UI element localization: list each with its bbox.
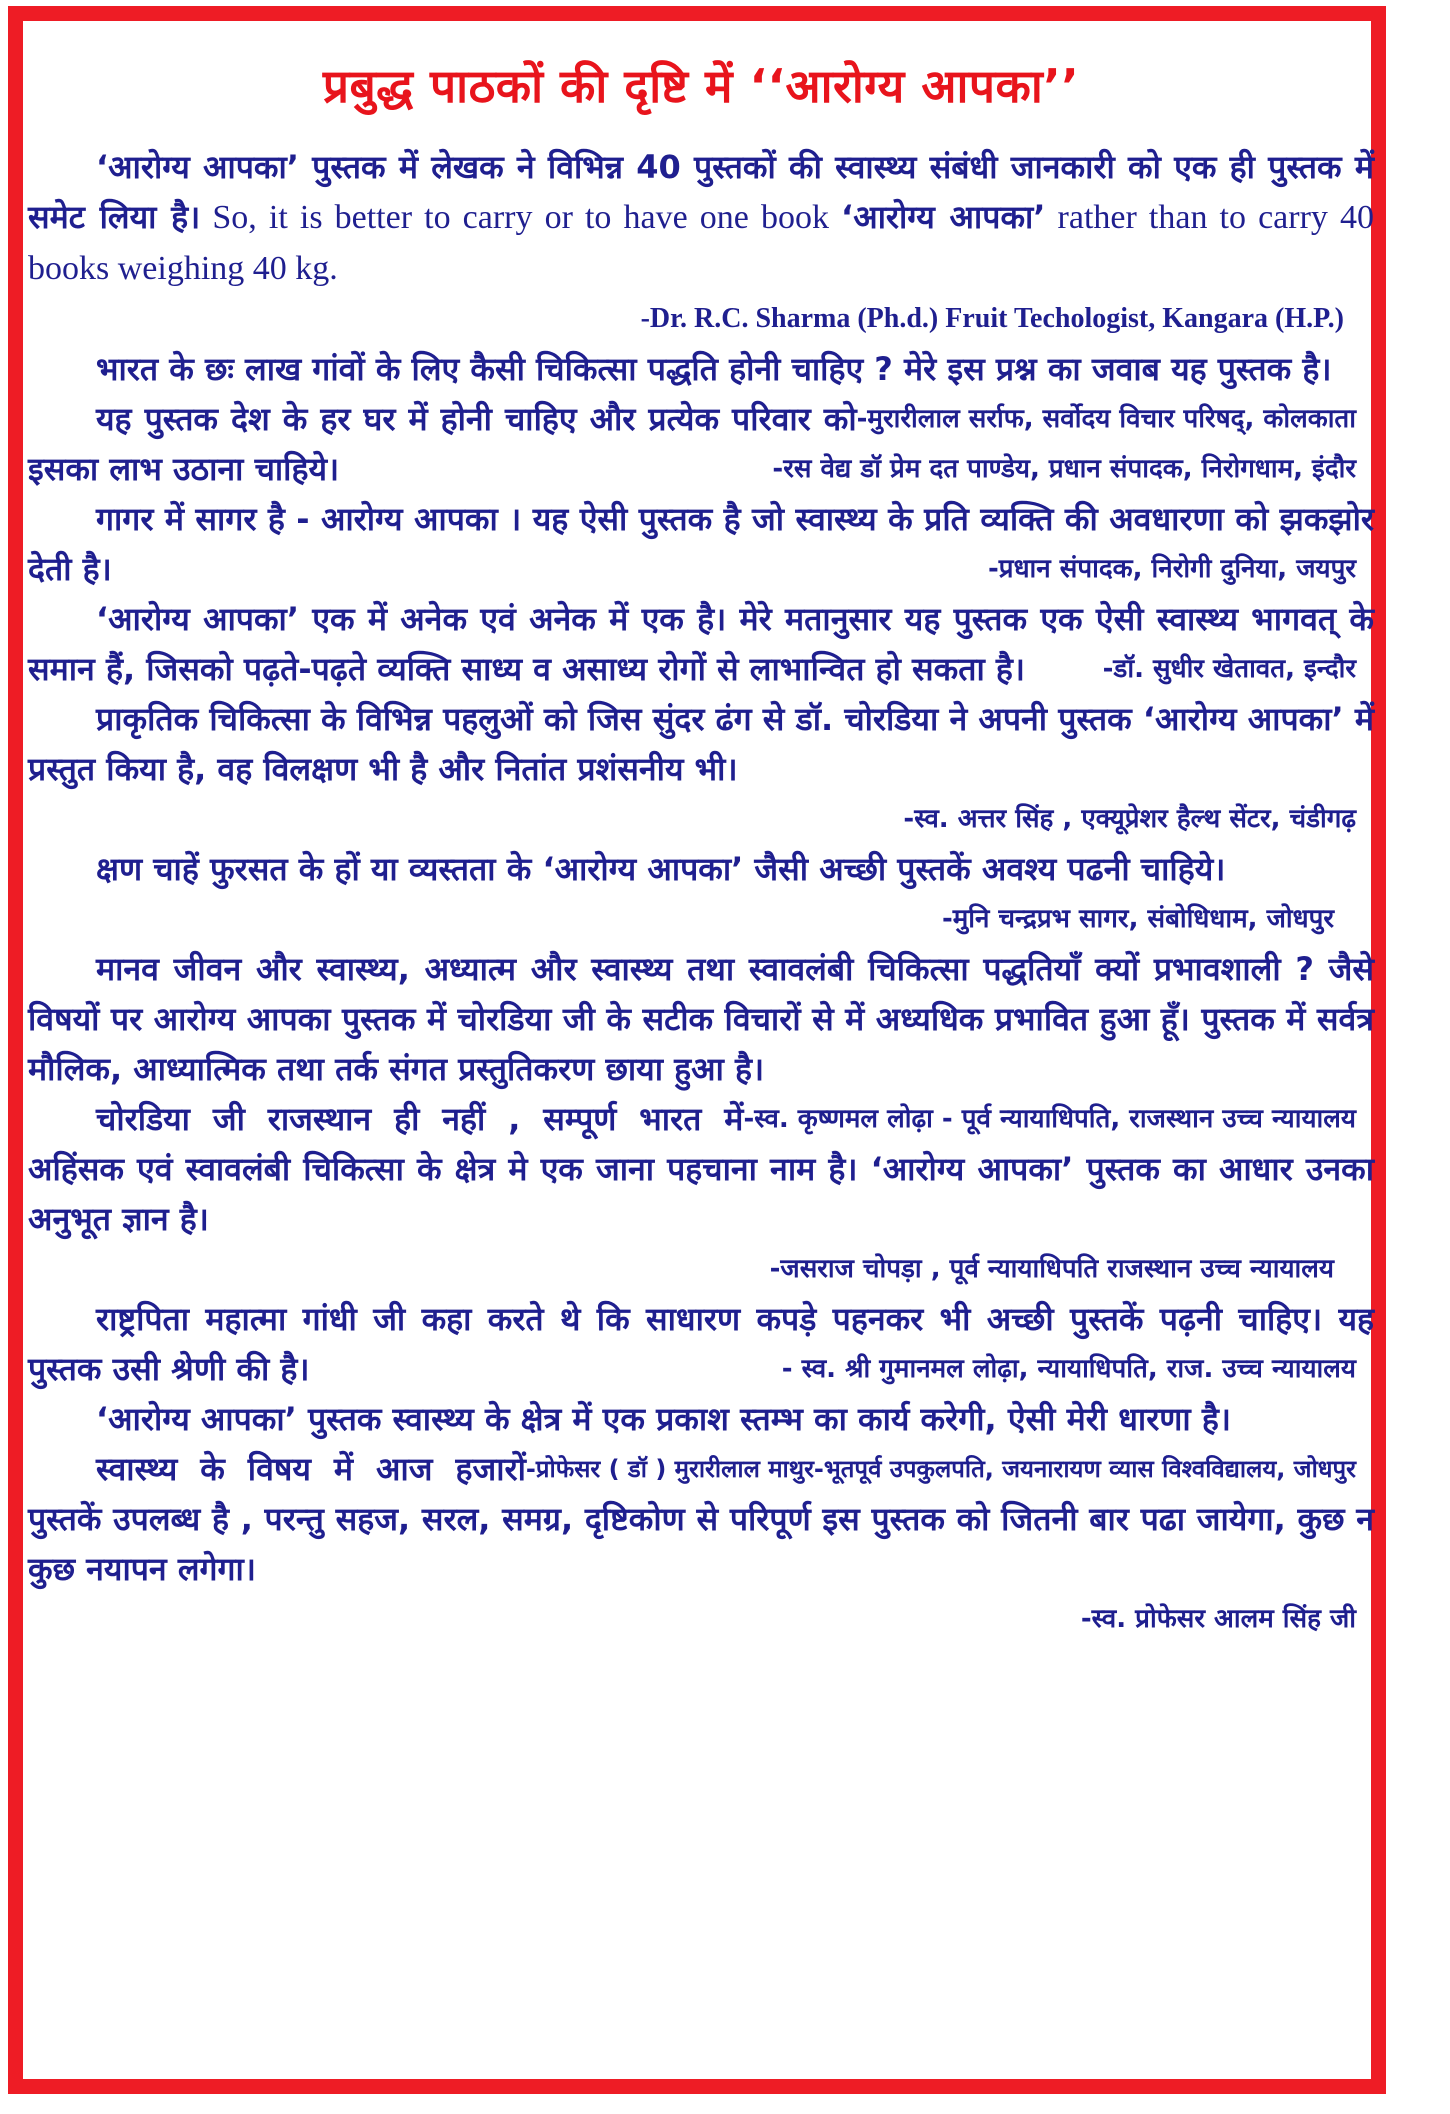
testimonial-text: मानव जीवन और स्वास्थ्य, अध्यात्म और स्वास्थ्य तथा स्वावलंबी चिकित्सा पद्धतियाँ क्यों प्रभावशाली ? जैसे विषयों पर आरोग्य आपका पुस्तक में चोरडिया जी के सटीक विचारों से में अध्यधिक प्रभावित हुआ हूँ। पुस्तक में सर्वत्र मौलिक, आध्यात्मिक तथा तर्क संगत प्रस्तुतिकरण छाया हुआ है। -स्व. कृष्णमल लोढ़ा - पूर्व न्यायाधिपति, राजस्थान उच्च न्यायालय xyxy=(28,944,1374,1094)
testimonial-text: प्राकृतिक चिकित्सा के विभिन्न पहलुओं को जिस सुंदर ढंग से डॉ. चोरडिया ने अपनी पुस्तक ‘आरोग्य आपका’ में प्रस्तुत किया है, वह विलक्षण भी है और नितांत प्रशंसनीय भी। xyxy=(28,700,1374,788)
page-title: प्रबुद्ध पाठकों की दृष्टि में ‘‘आरोग्य आपका’’ xyxy=(322,59,1080,113)
testimonial-text: ‘आरोग्य आपका’ पुस्तक में लेखक ने विभिन्न 40 पुस्तकों की स्वास्थ्य संबंधी जानकारी को एक ही पुस्तक में समेट लिया है। So, it is better to carry or to have one book ‘आरोग्य आपका’ rather than to carry 40 books weighing 40 kg. xyxy=(28,148,1374,287)
testimonial-attribution: -जसराज चोपड़ा , पूर्व न्यायाधिपति राजस्थान उच्च न्यायालय xyxy=(769,1254,1334,1284)
testimonial-text: ‘आरोग्य आपका’ एक में अनेक एवं अनेक में एक है। मेरे मतानुसार यह पुस्तक एक ऐसी स्वास्थ्य भागवत् के समान हैं, जिसको पढ़ते-पढ़ते व्यक्ति साध्य व असाध्य रोगों से लाभान्वित हो सकता है। -डॉ. सुधीर खेतावत, इन्दौर xyxy=(28,594,1374,694)
testimonial-attribution: -प्रोफेसर ( डॉ ) मुरारीलाल माथुर-भूतपूर्व उपकुलपति, जयनारायण व्यास विश्वविद्यालय, जोधपुर xyxy=(525,1455,1356,1483)
testimonial-attribution: -स्व. प्रोफेसर आलम सिंह जी xyxy=(1080,1604,1356,1634)
testimonial-attribution: - स्व. श्री गुमानमल लोढ़ा, न्यायाधिपति, राज. उच्च न्यायालय xyxy=(781,1354,1356,1384)
testimonial-text: स्वास्थ्य के विषय में आज हजारों पुस्तकें उपलब्ध है , परन्तु सहज, सरल, समग्र, दृष्टिकोण से परिपूर्ण इस पुस्तक को जितनी बार पढा जायेगा, कुछ न कुछ नयापन लगेगा। xyxy=(28,1450,1374,1588)
testimonial-text: ‘आरोग्य आपका’ पुस्तक स्वास्थ्य के क्षेत्र में एक प्रकाश स्तम्भ का कार्य करेगी, ऐसी मेरी धारणा है। -प्रोफेसर ( डॉ ) मुरारीलाल माथुर-भूतपूर्व उपकुलपति, जयनारायण व्यास विश्वविद्यालय, जोधपुर xyxy=(28,1394,1374,1444)
testimonial-attribution: -रस वेद्य डॉ प्रेम दत पाण्डेय, प्रधान संपादक, निरोगधाम, इंदौर xyxy=(772,454,1356,484)
testimonial-attribution: -मुरारीलाल सर्राफ, सर्वोदय विचार परिषद्, कोलकाता xyxy=(856,404,1356,434)
testimonial-text: चोरडिया जी राजस्थान ही नहीं , सम्पूर्ण भारत में अहिंसक एवं स्वावलंबी चिकित्सा के क्षेत्र मे एक जाना पहचाना नाम है। ‘आरोग्य आपका’ पुस्तक का आधार उनका अनुभूत ज्ञान है। xyxy=(28,1100,1374,1238)
testimonial-attribution: -स्व. कृष्णमल लोढ़ा - पूर्व न्यायाधिपति, राजस्थान उच्च न्यायालय xyxy=(743,1104,1356,1134)
testimonial-attribution: -Dr. R.C. Sharma (Ph.d.) Fruit Techologist, Kangara (H.P.) xyxy=(640,303,1344,334)
testimonial-text: क्षण चाहें फुरसत के हों या व्यस्तता के ‘आरोग्य आपका’ जैसी अच्छी पुस्तकें अवश्य पढनी चाहिये। xyxy=(96,850,1226,888)
testimonial-attribution: -मुनि चन्द्रप्रभ सागर, संबोधिधाम, जोधपुर xyxy=(941,904,1334,934)
testimonial-attribution: -डॉ. सुधीर खेतावत, इन्दौर xyxy=(1102,654,1356,684)
document-body xyxy=(28,54,1374,1644)
testimonial-text: राष्ट्रपिता महात्मा गांधी जी कहा करते थे कि साधारण कपड़े पहनकर भी अच्छी पुस्तकें पढ़नी चाहिए। यह पुस्तक उसी श्रेणी की है। - स्व. श्री गुमानमल लोढ़ा, न्यायाधिपति, राज. उच्च न्यायालय xyxy=(28,1294,1374,1394)
testimonial-attribution: -प्रधान संपादक, निरोगी दुनिया, जयपुर xyxy=(987,554,1356,584)
testimonial-text: गागर में सागर है - आरोग्य आपका । यह ऐसी पुस्तक है जो स्वास्थ्य के प्रति व्यक्ति की अवधारणा को झकझोर देती है। -प्रधान संपादक, निरोगी दुनिया, जयपुर xyxy=(28,494,1374,594)
testimonial-text: यह पुस्तक देश के हर घर में होनी चाहिए और प्रत्येक परिवार को इसका लाभ उठाना चाहिये। -रस वेद्य डॉ प्रेम दत पाण्डेय, प्रधान संपादक, निरोगधाम, इंदौर xyxy=(28,394,1374,494)
testimonial-attribution: -स्व. अत्तर सिंह , एक्यूप्रेशर हैल्थ सेंटर, चंडीगढ़ xyxy=(903,804,1356,834)
testimonial-text: भारत के छः लाख गांवों के लिए कैसी चिकित्सा पद्धति होनी चाहिए ? मेरे इस प्रश्न का जवाब यह पुस्तक है। -मुरारीलाल सर्राफ, सर्वोदय विचार परिषद्, कोलकाता xyxy=(28,344,1374,394)
